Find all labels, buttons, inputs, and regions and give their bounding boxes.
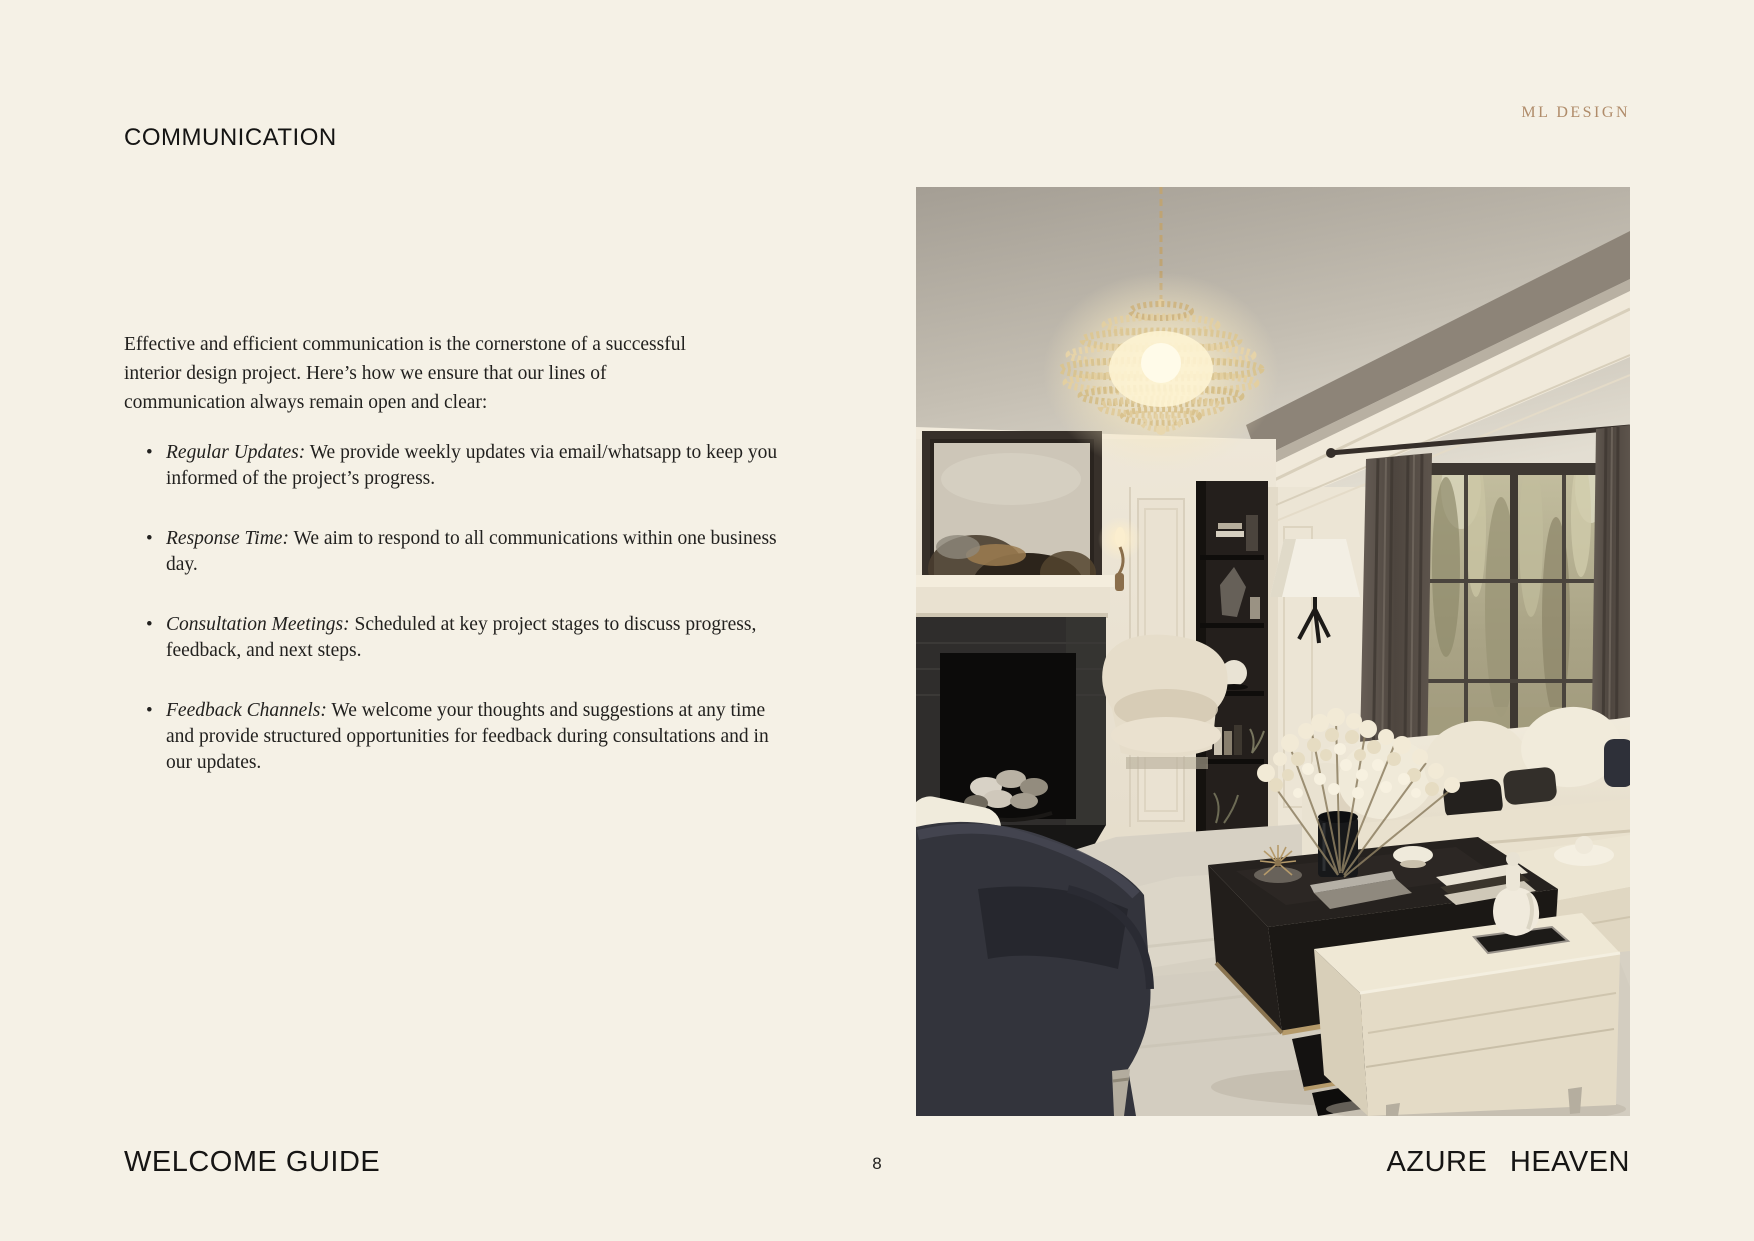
- bullet-lead: Feedback Channels:: [166, 700, 327, 721]
- bullet-lead: Regular Updates:: [166, 442, 306, 463]
- bullet-text: We welcome your thoughts and suggestions at any time and provide structured opportunities for feedback during consultations and in our updates.: [166, 700, 769, 773]
- bullet-text: We provide weekly updates via email/whatsapp to keep you informed of the project’s progress.: [166, 442, 778, 489]
- footer-document-title: WELCOME GUIDE: [124, 1146, 381, 1178]
- bullet-lead: Consultation Meetings:: [166, 614, 350, 635]
- list-item: [148, 612, 796, 664]
- brand-logo: ML DESIGN: [1521, 104, 1630, 121]
- page-number: 8: [872, 1154, 882, 1173]
- page-title: COMMUNICATION: [124, 124, 337, 151]
- living-room-photo: [916, 187, 1630, 1116]
- list-item: [148, 698, 796, 776]
- list-item: [148, 526, 796, 578]
- cream-accent-chair: [1102, 635, 1227, 769]
- bullet-text: We aim to respond to all communications within one business day.: [166, 528, 777, 575]
- list-item: [148, 440, 796, 492]
- bullet-lead: Response Time:: [166, 528, 289, 549]
- bullet-text: Scheduled at key project stages to discuss progress, feedback, and next steps.: [166, 614, 757, 661]
- bullet-list: [148, 440, 796, 810]
- footer-project-name: AZURE HEAVEN: [1386, 1146, 1630, 1178]
- intro-paragraph: Effective and efficient communication is the cornerstone of a successful interior design project. Here’s how we ensure that our lines of communication always remain open and clear:: [124, 334, 686, 413]
- living-room-illustration: [916, 187, 1630, 1116]
